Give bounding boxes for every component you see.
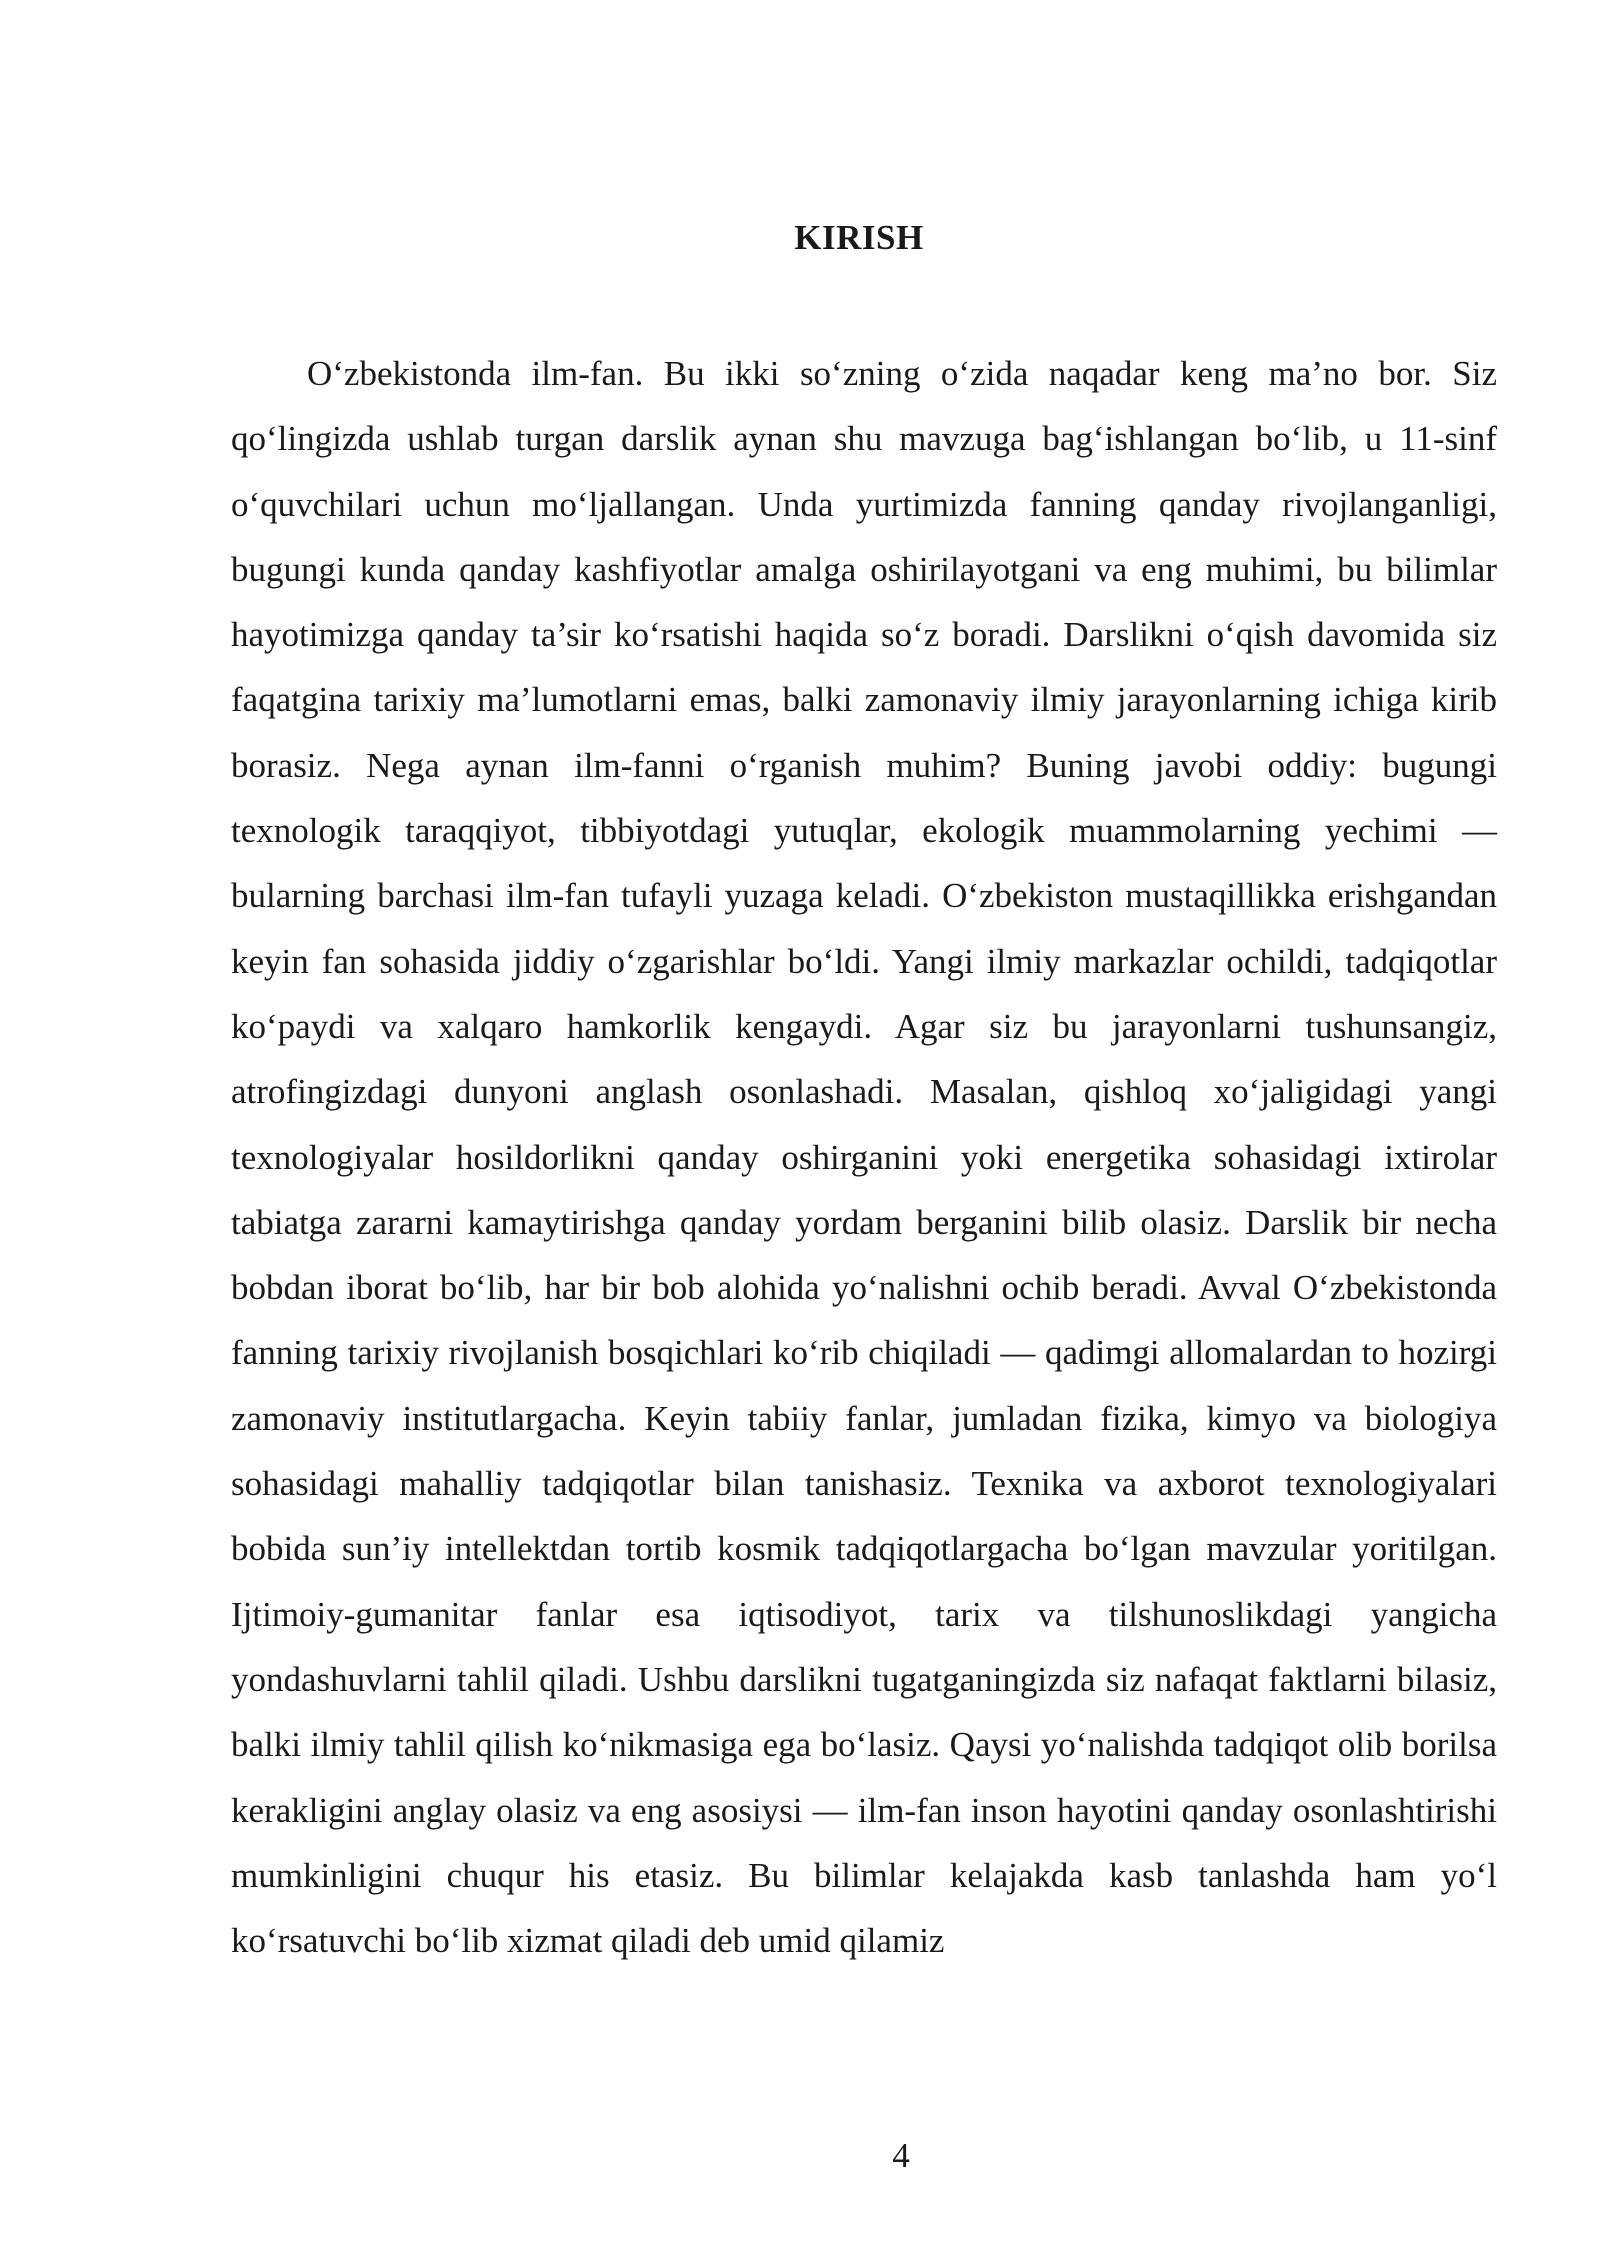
- page-title: KIRISH: [794, 218, 924, 257]
- page-number: 4: [892, 2136, 910, 2175]
- body-paragraph: O‘zbekistonda ilm-fan. Bu ikki so‘zning o‘zida naqadar keng ma’no bor. Siz qo‘lingizda ushlab turgan darslik aynan shu mavzuga bag‘ishlangan bo‘lib, u 11-sinf o‘quvchilari uchun mo‘ljallangan. Unda yurtimizda fanning qanday rivojlanganligi, bugungi kunda qanday kashfiyotlar amalga oshirilayotgani va eng muhimi, bu bilimlar hayotimizga qanday ta’sir ko‘rsatishi haqida so‘z boradi. Darslikni o‘qish davomida siz faqatgina tarixiy ma’lumotlarni emas, balki zamonaviy ilmiy jarayonlarning ichiga kirib borasiz. Nega aynan ilm-fanni o‘rganish muhim? Buning javobi oddiy: bugungi texnologik taraqqiyot, tibbiyotdagi yutuqlar, ekologik muammolarning yechimi — bularning barchasi ilm-fan tufayli yuzaga keladi. O‘zbekiston mustaqillikka erishgandan keyin fan sohasida jiddiy o‘zgarishlar bo‘ldi. Yangi ilmiy markazlar ochildi, tadqiqotlar ko‘paydi va xalqaro hamkorlik kengaydi. Agar siz bu jarayonlarni tushunsangiz, atrofingizdagi dunyoni anglash osonlashadi. Masalan, qishloq xo‘jaligidagi yangi texnologiyalar hosildorlikni qanday oshirganini yoki energetika sohasidagi ixtirolar tabiatga zararni kamaytirishga qanday yordam berganini bilib olasiz. Darslik bir necha bobdan iborat bo‘lib, har bir bob alohida yo‘nalishni ochib beradi. Avval O‘zbekistonda fanning tarixiy rivojlanish bosqichlari ko‘rib chiqiladi — qadimgi allomalardan to hozirgi zamonaviy institutlargacha. Keyin tabiiy fanlar, jumladan fizika, kimyo va biologiya sohasidagi mahalliy tadqiqotlar bilan tanishasiz. Texnika va axborot texnologiyalari bobida sun’iy intellektdan tortib kosmik tadqiqotlargacha bo‘lgan mavzular yoritilgan. Ijtimoiy-gumanitar fanlar esa iqtisodiyot, tarix va tilshunoslikdagi yangicha yondashuvlarni tahlil qiladi. Ushbu darslikni tugatganingizda siz nafaqat faktlarni bilasiz, balki ilmiy tahlil qilish ko‘nikmasiga ega bo‘lasiz. Qaysi yo‘nalishda tadqiqot olib borilsa kerakligini anglay olasiz va eng asosiysi — ilm-fan inson hayotini qanday osonlashtirishi mumkinligini chuqur his etasiz. Bu bilimlar kelajakda kasb tanlashda ham yo‘l ko‘rsatuvchi bo‘lib xizmat qiladi deb umid qilamiz: [231, 354, 1497, 1961]
